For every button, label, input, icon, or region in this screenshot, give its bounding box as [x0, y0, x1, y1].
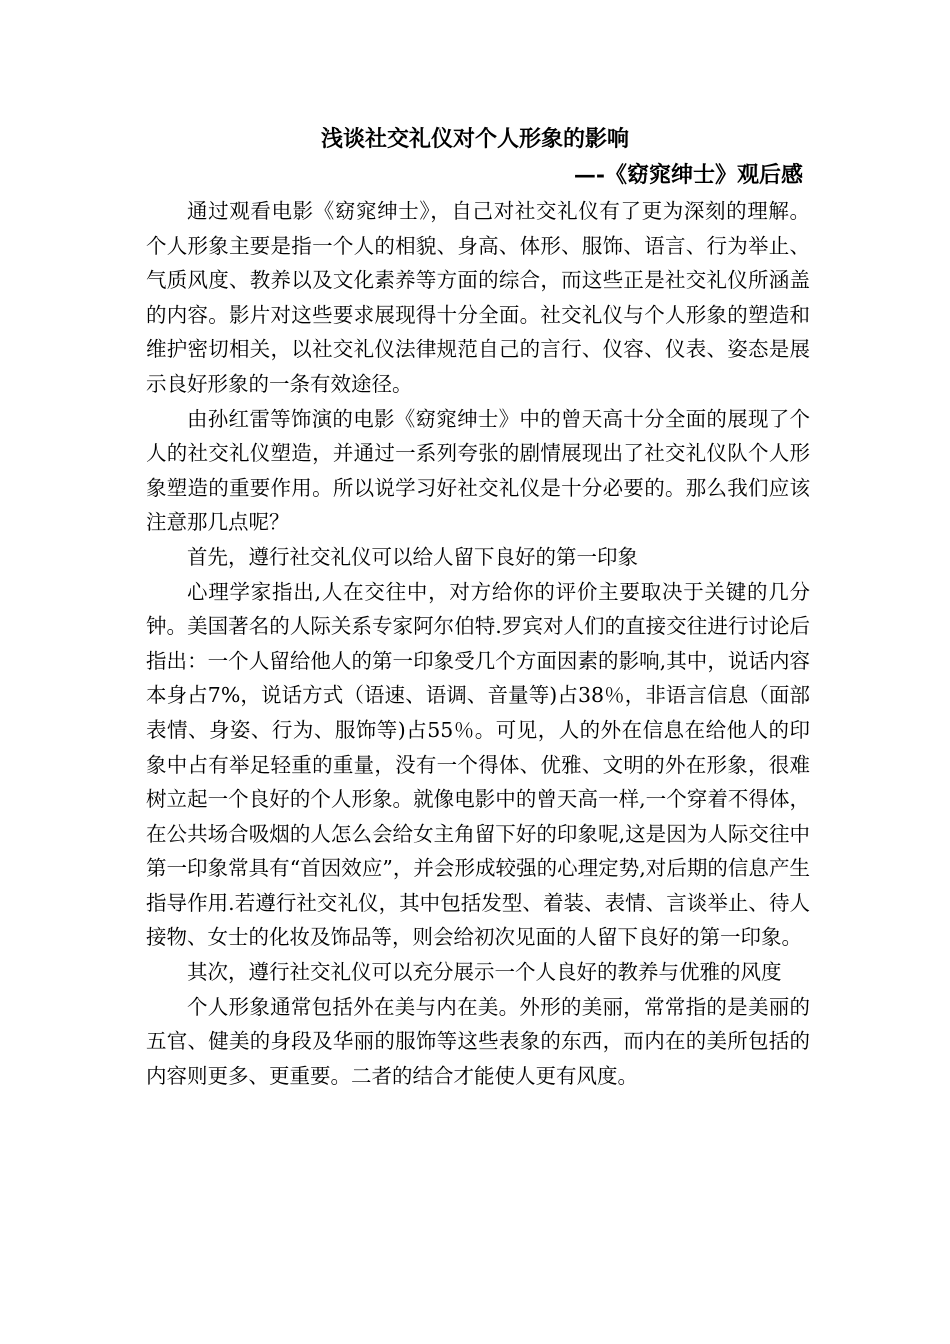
- paragraph-film-summary: 由孙红雷等饰演的电影《窈窕绅士》中的曾天高十分全面的展现了个人的社交礼仪塑造，并通过一系列夸张的剧情展现出了社交礼仪队个人形象塑造的重要作用。所以说学习好社交礼仪是十分必要的。那么我们应该注意那几点呢？: [146, 406, 810, 535]
- document-title: 浅谈社交礼仪对个人形象的影响: [320, 126, 629, 152]
- document-subtitle: —-《窈窕绅士》观后感: [573, 162, 803, 188]
- section-heading-first-impression: 首先，遵行社交礼仪可以给人留下良好的第一印象: [187, 544, 638, 569]
- paragraph-intro: 通过观看电影《窈窕绅士》，自己对社交礼仪有了更为深刻的理解。个人形象主要是指一个人的相貌、身高、体形、服饰、语言、行为举止、气质风度、教养以及文化素养等方面的综合，而这些正是社交礼仪所涵盖的内容。影片对这些要求展现得十分全面。社交礼仪与个人形象的塑造和维护密切相关，以社交礼仪法律规范自己的言行、仪容、仪表、姿态是展示良好形象的一条有效途径。: [146, 199, 810, 396]
- section-heading-manners: 其次，遵行社交礼仪可以充分展示一个人良好的教养与优雅的风度: [187, 960, 782, 985]
- document-body: [146, 194, 810, 1093]
- paragraph-inner-outer-beauty: 个人形象通常包括外在美与内在美。外形的美丽，常常指的是美丽的五官、健美的身段及华丽的服饰等这些表象的东西，而内在的美所包括的内容则更多、更重要。二者的结合才能使人更有风度。: [146, 994, 810, 1088]
- paragraph-first-impression: 心理学家指出,人在交往中，对方给你的评价主要取决于关键的几分钟。美国著名的人际关系专家阿尔伯特.罗宾对人们的直接交往进行讨论后指出：一个人留给他人的第一印象受几个方面因素的影响,其中，说话内容本身占7%，说话方式（语速、语调、音量等)占38％，非语言信息（面部表情、身姿、行为、服饰等)占55％。可见，人的外在信息在给他人的印象中占有举足轻重的重量，没有一个得体、优雅、文明的外在形象，很难树立起一个良好的个人形象。就像电影中的曾天高一样,一个穿着不得体，在公共场合吸烟的人怎么会给女主角留下好的印象呢,这是因为人际交往中第一印象常具有“首因效应”，并会形成较强的心理定势,对后期的信息产生指导作用.若遵行社交礼仪，其中包括发型、着装、表情、言谈举止、待人接物、女士的化妆及饰品等，则会给初次见面的人留下良好的第一印象。: [146, 579, 810, 950]
